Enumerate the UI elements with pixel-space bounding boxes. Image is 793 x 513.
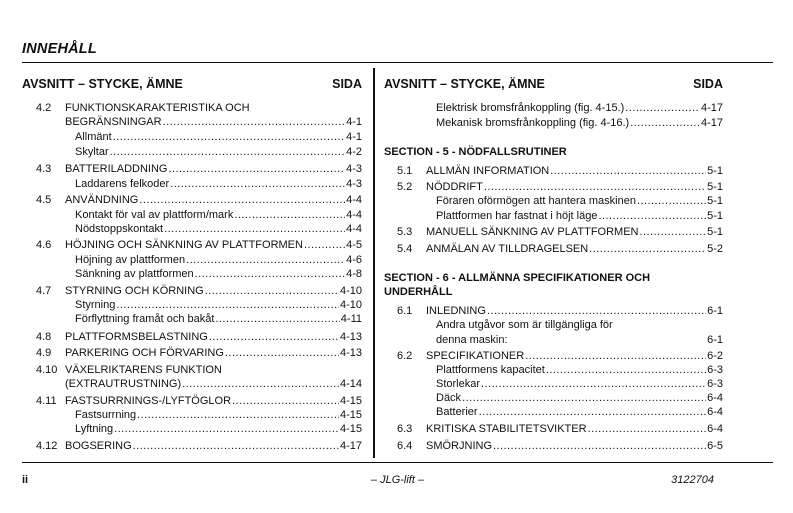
toc-page: 6-5 xyxy=(707,440,723,452)
toc-page: 4-13 xyxy=(339,331,362,343)
toc-num: 4.2 xyxy=(36,102,52,114)
toc-entry-5-1[interactable] xyxy=(426,164,723,178)
page-title: INNEHÅLL xyxy=(22,41,97,57)
toc-page: 4-1 xyxy=(346,131,362,143)
toc-num: 4.12 xyxy=(36,440,58,452)
toc-text: Nödstoppskontakt xyxy=(75,223,164,235)
toc-entry-6-1[interactable] xyxy=(426,304,723,318)
toc-page: 4-15 xyxy=(339,395,362,407)
toc-entry-4-9[interactable] xyxy=(65,346,362,360)
footer-page-number: ii xyxy=(22,474,29,486)
toc-page: 4-17 xyxy=(700,117,723,129)
toc-num: 6.4 xyxy=(397,440,413,452)
toc-entry-4-6[interactable] xyxy=(65,238,362,252)
toc-num: 5.2 xyxy=(397,181,413,193)
toc-num: 6.3 xyxy=(397,423,413,435)
toc-entry-6-3[interactable] xyxy=(426,422,723,436)
column-divider xyxy=(373,68,375,458)
toc-page: 6-3 xyxy=(707,364,723,376)
right-column-header: AVSNITT – STYCKE, ÄMNE xyxy=(384,77,545,91)
toc-entry-4-10[interactable] xyxy=(65,377,362,391)
toc-num: 5.3 xyxy=(397,226,413,238)
toc-text: Elektrisk bromsfrånkoppling (fig. 4-15.) xyxy=(436,102,625,114)
toc-text: PARKERING OCH FÖRVARING xyxy=(65,347,224,359)
toc-text: HÖJNING OCH SÄNKNING AV PLATTFORMEN xyxy=(65,239,303,251)
toc-entry-allmant[interactable] xyxy=(75,130,362,144)
toc-text: Styrning xyxy=(75,299,116,311)
toc-text: Sänkning av plattformen xyxy=(75,268,194,280)
toc-page: 4-2 xyxy=(346,146,362,158)
toc-page: 6-4 xyxy=(707,423,723,435)
toc-entry-plattformens-kapacitet[interactable] xyxy=(436,363,723,377)
toc-entry-andra-utgavor-line2[interactable]: denna maskin: xyxy=(436,334,508,346)
toc-text: ANMÄLAN AV TILLDRAGELSEN xyxy=(426,243,589,255)
toc-text: Batterier xyxy=(436,406,478,418)
footer-brand: – JLG-lift – xyxy=(370,474,425,486)
toc-text: (EXTRAUTRUSTNING) xyxy=(65,378,182,390)
toc-text: Höjning av plattformen xyxy=(75,254,186,266)
toc-text: INLEDNING xyxy=(426,305,486,317)
right-page-header: SIDA xyxy=(693,77,723,91)
toc-entry-andra-utgavor-line1[interactable]: Andra utgåvor som är tillgängliga för xyxy=(436,319,613,331)
toc-page: 4-6 xyxy=(346,254,362,266)
toc-num: 4.6 xyxy=(36,239,52,251)
toc-text: Laddarens felkoder xyxy=(75,178,170,190)
toc-text: Förflyttning framåt och bakåt xyxy=(75,313,215,325)
toc-text: Fastsurrning xyxy=(75,409,137,421)
toc-entry-dack[interactable] xyxy=(436,391,723,405)
toc-entry-styrning[interactable] xyxy=(75,298,362,312)
toc-entry-foraren[interactable] xyxy=(436,194,723,208)
toc-page: 5-1 xyxy=(707,210,723,222)
footer-doc-number: 3122704 xyxy=(671,474,714,486)
toc-entry-4-7[interactable] xyxy=(65,284,362,298)
toc-page: 4-4 xyxy=(346,223,362,235)
toc-text: ALLMÄN INFORMATION xyxy=(426,165,550,177)
toc-text: BATTERILADDNING xyxy=(65,163,168,175)
toc-num: 4.9 xyxy=(36,347,52,359)
toc-entry-4-10-line1[interactable]: VÄXELRIKTARENS FUNKTION xyxy=(65,364,222,376)
left-page-header: SIDA xyxy=(332,77,362,91)
toc-page: 5-1 xyxy=(707,226,723,238)
toc-text: PLATTFORMSBELASTNING xyxy=(65,331,208,343)
toc-text: BEGRÄNSNINGAR xyxy=(65,116,162,128)
toc-text: KRITISKA STABILITETSVIKTER xyxy=(426,423,587,435)
toc-text: Mekanisk bromsfrånkoppling (fig. 4-16.) xyxy=(436,117,630,129)
toc-page: 4-8 xyxy=(346,268,362,280)
toc-page: 4-17 xyxy=(700,102,723,114)
toc-page: 4-5 xyxy=(346,239,362,251)
toc-page: 6-3 xyxy=(707,378,723,390)
toc-entry-4-2[interactable] xyxy=(65,115,362,129)
toc-page: 4-10 xyxy=(339,285,362,297)
toc-entry-skyltar[interactable] xyxy=(75,145,362,159)
toc-entry-nodstopp[interactable] xyxy=(75,222,362,236)
toc-page: 6-4 xyxy=(707,392,723,404)
toc-entry-laddarens-felkoder[interactable] xyxy=(75,177,362,191)
toc-text: Plattformens kapacitet xyxy=(436,364,545,376)
footer-divider xyxy=(22,462,773,463)
toc-text: SPECIFIKATIONER xyxy=(426,350,525,362)
toc-page: 5-2 xyxy=(707,243,723,255)
section-6-heading-line2[interactable]: UNDERHÅLL xyxy=(384,286,453,298)
toc-page: 5-1 xyxy=(707,165,723,177)
toc-entry-5-4[interactable] xyxy=(426,242,723,256)
left-column-header: AVSNITT – STYCKE, ÄMNE xyxy=(22,77,183,91)
toc-text: Däck xyxy=(436,392,462,404)
section-6-heading[interactable]: SECTION - 6 - ALLMÄNNA SPECIFIKATIONER OCH xyxy=(384,272,651,284)
title-divider xyxy=(22,62,773,63)
toc-page: 6-2 xyxy=(707,350,723,362)
toc-entry-mekanisk-broms[interactable] xyxy=(436,116,723,130)
toc-page: 4-10 xyxy=(339,299,362,311)
toc-page: 6-4 xyxy=(707,406,723,418)
toc-text: Skyltar xyxy=(75,146,109,158)
toc-entry-kontakt[interactable] xyxy=(75,208,362,222)
toc-entry-4-12[interactable] xyxy=(65,439,362,453)
toc-num: 4.11 xyxy=(36,395,57,407)
toc-page: 4-4 xyxy=(346,194,362,206)
toc-text: BOGSERING xyxy=(65,440,132,452)
toc-entry-5-2[interactable] xyxy=(426,180,723,194)
toc-entry-4-8[interactable] xyxy=(65,330,362,344)
toc-num: 4.3 xyxy=(36,163,52,175)
toc-page: 4-13 xyxy=(339,347,362,359)
toc-entry-batterier[interactable] xyxy=(436,405,723,419)
section-5-heading[interactable]: SECTION - 5 - NÖDFALLSRUTINER xyxy=(384,146,567,158)
toc-text: Storlekar xyxy=(436,378,481,390)
toc-entry-4-2-line1[interactable]: FUNKTIONSKARAKTERISTIKA OCH xyxy=(65,102,250,114)
toc-entry-forflyttning[interactable] xyxy=(75,312,362,326)
toc-text: SMÖRJNING xyxy=(426,440,492,452)
toc-entry-4-11[interactable] xyxy=(65,394,362,408)
toc-page: 4-3 xyxy=(346,163,362,175)
toc-entry-5-3[interactable] xyxy=(426,225,723,239)
toc-num: 6.1 xyxy=(397,305,413,317)
toc-text: FASTSURRNINGS-/LYFTÖGLOR xyxy=(65,395,232,407)
toc-num: 4.10 xyxy=(36,364,58,376)
toc-entry-lyftning[interactable] xyxy=(75,422,362,436)
toc-num: 4.7 xyxy=(36,285,52,297)
toc-text: ANVÄNDNING xyxy=(65,194,139,206)
toc-num: 5.4 xyxy=(397,243,413,255)
toc-page: 4-1 xyxy=(346,116,362,128)
toc-entry-4-5[interactable] xyxy=(65,193,362,207)
toc-text: Föraren oförmögen att hantera maskinen xyxy=(436,195,636,207)
toc-entry-sankning[interactable] xyxy=(75,267,362,281)
toc-num: 5.1 xyxy=(397,165,413,177)
toc-entry-storlekar[interactable] xyxy=(436,377,723,391)
toc-page: 4-14 xyxy=(339,378,362,390)
toc-num: 4.8 xyxy=(36,331,52,343)
toc-page: 4-17 xyxy=(339,440,362,452)
toc-entry-6-4[interactable] xyxy=(426,439,723,453)
toc-entry-6-2[interactable] xyxy=(426,349,723,363)
toc-text: Kontakt för val av plattform/mark xyxy=(75,209,234,221)
toc-page: 4-4 xyxy=(346,209,362,221)
toc-text: Plattformen har fastnat i höjt läge xyxy=(436,210,598,222)
toc-num: 4.5 xyxy=(36,194,52,206)
toc-entry-plattformen-fastnat[interactable] xyxy=(436,209,723,223)
toc-entry-hojning[interactable] xyxy=(75,253,362,267)
toc-text: MANUELL SÄNKNING AV PLATTFORMEN xyxy=(426,226,639,238)
toc-page: 4-3 xyxy=(346,178,362,190)
toc-entry-fastsurrning[interactable] xyxy=(75,408,362,422)
toc-page: 4-11 xyxy=(340,313,362,325)
toc-page: 4-15 xyxy=(339,409,362,421)
toc-page: 6-1 xyxy=(707,305,723,317)
toc-entry-4-3[interactable] xyxy=(65,162,362,176)
toc-num: 6.2 xyxy=(397,350,413,362)
toc-page: 5-1 xyxy=(707,181,723,193)
toc-entry-elektrisk-broms[interactable] xyxy=(436,101,723,115)
toc-text: Lyftning xyxy=(75,423,114,435)
toc-page: 6-1 xyxy=(707,334,723,346)
toc-text: NÖDDRIFT xyxy=(426,181,483,193)
toc-page: 5-1 xyxy=(707,195,723,207)
toc-text: Allmänt xyxy=(75,131,112,143)
toc-page: 4-15 xyxy=(339,423,362,435)
toc-text: STYRNING OCH KÖRNING xyxy=(65,285,204,297)
